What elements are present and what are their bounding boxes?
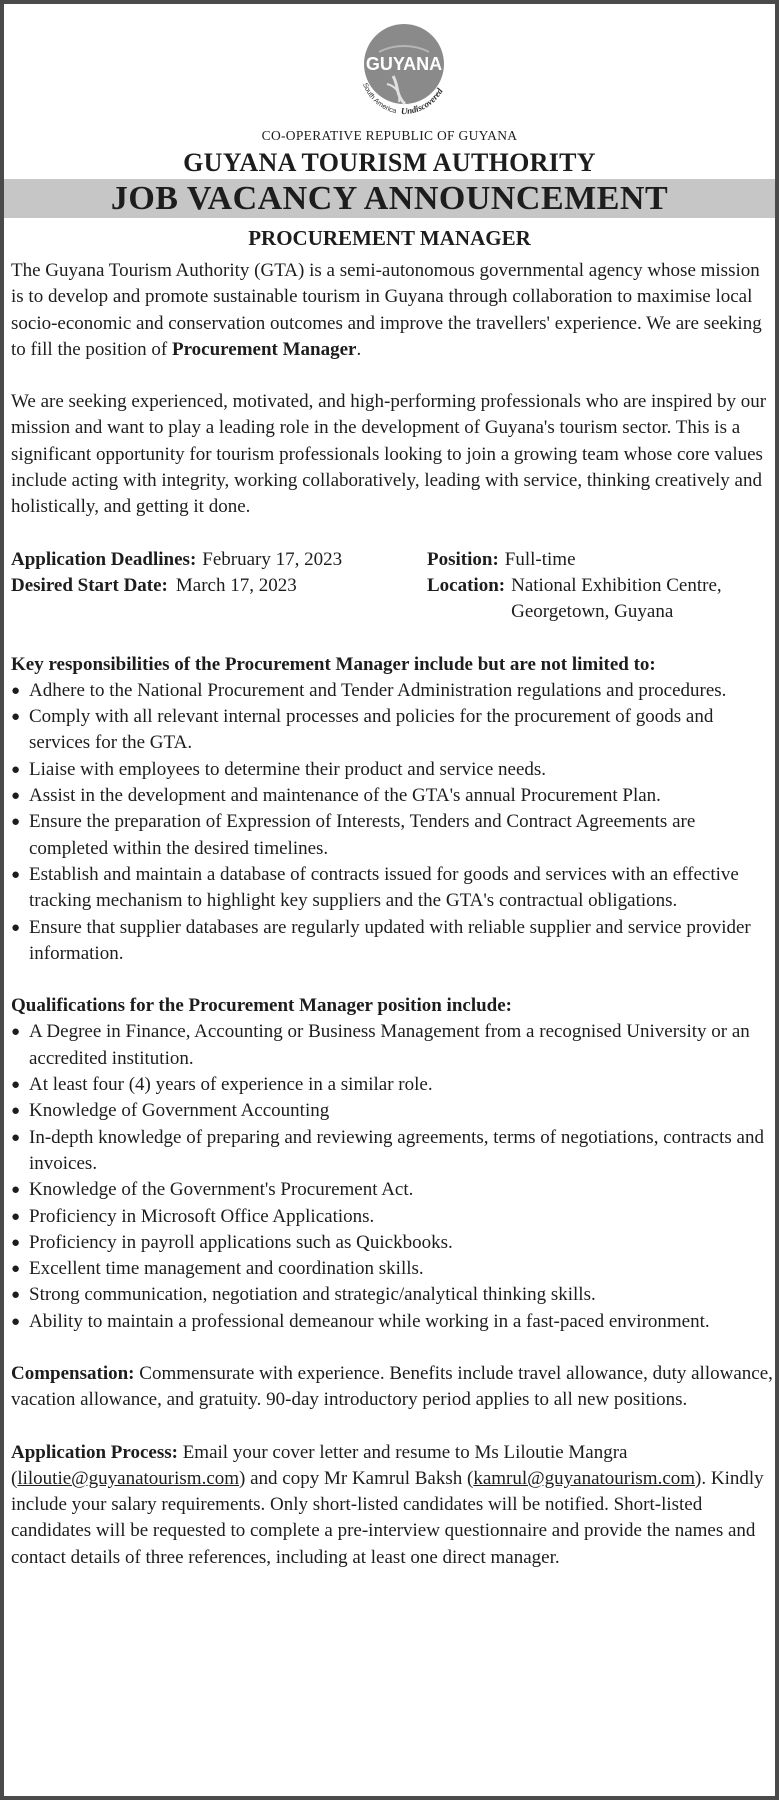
compensation-text: Commensurate with experience. Benefits include travel allowance, duty allowance, vacation allowance, and gratuity. 90-day introductory period applies to all new positions. xyxy=(11,1362,773,1411)
application-paragraph xyxy=(11,1440,773,1571)
application-text-1: Email your cover letter and resume to Ms Liloutie Mangra ( xyxy=(11,1441,628,1489)
republic-heading: CO-OPERATIVE REPUBLIC OF GUYANA xyxy=(261,128,518,143)
announcement-body xyxy=(11,258,773,1597)
application-text-2: ) and copy Mr Kamrul Baksh ( xyxy=(239,1467,474,1489)
qualifications-heading: Qualifications for the Procurement Manager position include: xyxy=(11,995,513,1017)
compensation-label: Compensation: xyxy=(11,1362,135,1384)
guyana-logo xyxy=(349,14,459,124)
list-item: ● Ability to maintain a professional demeanour while working in a fast-paced environment. xyxy=(11,1309,773,1335)
deadline-value: February 17, 2023 xyxy=(202,548,343,570)
responsibilities-list xyxy=(11,678,773,967)
intro-end: . xyxy=(356,338,362,360)
compensation-paragraph xyxy=(11,1361,773,1414)
list-item: ● Adhere to the National Procurement and Tender Administration regulations and procedures. xyxy=(11,678,773,704)
location-row xyxy=(427,573,773,626)
organization-heading: GUYANA TOURISM AUTHORITY xyxy=(183,148,596,177)
intro-position: Procurement Manager xyxy=(171,338,357,360)
email-link-liloutie[interactable]: liloutie@guyanatourism.com xyxy=(17,1467,240,1489)
mission-paragraph: We are seeking experienced, motivated, and high-performing professionals who are inspired by our mission and want to play a leading role in the development of Guyana's tourism sector. This is a significant opportunity for tourism professionals looking to join a growing team whose core values include acting with integrity, working collaboratively, leading with service, thinking creatively and holistically, and getting it done. xyxy=(11,391,767,518)
list-item: ● Proficiency in payroll applications such as Quickbooks. xyxy=(11,1230,773,1256)
logo-tagline-left: South America xyxy=(361,82,398,116)
responsibilities-heading: Key responsibilities of the Procurement Manager include but are not limited to: xyxy=(11,653,656,675)
position-type-row xyxy=(427,547,773,573)
list-item: ● A Degree in Finance, Accounting or Business Management from a recognised University or an accredited institution. xyxy=(11,1019,773,1072)
start-date-row xyxy=(11,573,427,599)
list-item: ● Ensure that supplier databases are regularly updated with reliable supplier and service provider information. xyxy=(11,915,773,968)
application-text-3: ). Kindly include your salary requirements. Only short-listed candidates will be notified. Short-listed candidates will be requested to complete a pre-interview questionnaire and provide the names and contact details of three references, including at least one direct manager. xyxy=(11,1467,764,1568)
job-details xyxy=(11,547,773,626)
list-item: ● Knowledge of the Government's Procurement Act. xyxy=(11,1177,773,1203)
list-item: ● Proficiency in Microsoft Office Applications. xyxy=(11,1204,773,1230)
application-label: Application Process: xyxy=(11,1441,178,1463)
vacancy-banner-text: JOB VACANCY ANNOUNCEMENT xyxy=(110,180,669,217)
start-date-value: March 17, 2023 xyxy=(175,574,297,596)
start-date-label: Desired Start Date: xyxy=(11,574,168,596)
list-item: ● Liaise with employees to determine their product and service needs. xyxy=(11,757,773,783)
intro-text: The Guyana Tourism Authority (GTA) is a semi-autonomous governmental agency whose mission is to develop and promote sustainable tourism in Guyana through collaboration to maximise local socio-economic and conservation outcomes and improve the travellers' experience. We are seeking to fill the position of xyxy=(11,260,762,360)
list-item: ● Strong communication, negotiation and strategic/analytical thinking skills. xyxy=(11,1282,773,1308)
qualifications-list xyxy=(11,1019,773,1335)
list-item: ● In-depth knowledge of preparing and reviewing agreements, terms of negotiations, contracts and invoices. xyxy=(11,1125,773,1178)
list-item: ● Comply with all relevant internal processes and policies for the procurement of goods and services for the GTA. xyxy=(11,704,773,757)
location-line-1: National Exhibition Centre, xyxy=(511,574,722,596)
deadline-label: Application Deadlines: xyxy=(11,548,197,570)
deadline-row xyxy=(11,547,427,573)
list-item: ● Ensure the preparation of Expression of Interests, Tenders and Contract Agreements are completed within the desired timelines. xyxy=(11,809,773,862)
vacancy-banner xyxy=(4,179,775,218)
position-title: PROCUREMENT MANAGER xyxy=(248,226,531,250)
position-type-value: Full-time xyxy=(504,548,576,570)
position-type-label: Position: xyxy=(427,548,499,570)
list-item: ● Establish and maintain a database of contracts issued for goods and services with an effective tracking mechanism to highlight key suppliers and the GTA's contractual obligations. xyxy=(11,862,773,915)
list-item: ● Knowledge of Government Accounting xyxy=(11,1098,773,1124)
responsibilities-section xyxy=(11,652,773,968)
location-value xyxy=(505,573,722,626)
intro-paragraph xyxy=(11,258,773,363)
logo-tagline-right: Undiscovered xyxy=(400,86,445,117)
location-line-2: Georgetown, Guyana xyxy=(511,601,674,623)
list-item: ● Assist in the development and maintenance of the GTA's annual Procurement Plan. xyxy=(11,783,773,809)
list-item: ● Excellent time management and coordination skills. xyxy=(11,1256,773,1282)
email-link-kamrul[interactable]: kamrul@guyanatourism.com xyxy=(473,1467,696,1489)
location-label: Location: xyxy=(427,574,506,596)
list-item: ● At least four (4) years of experience in a similar role. xyxy=(11,1072,773,1098)
logo-wordmark: GUYANA xyxy=(365,54,443,74)
qualifications-section xyxy=(11,993,773,1335)
